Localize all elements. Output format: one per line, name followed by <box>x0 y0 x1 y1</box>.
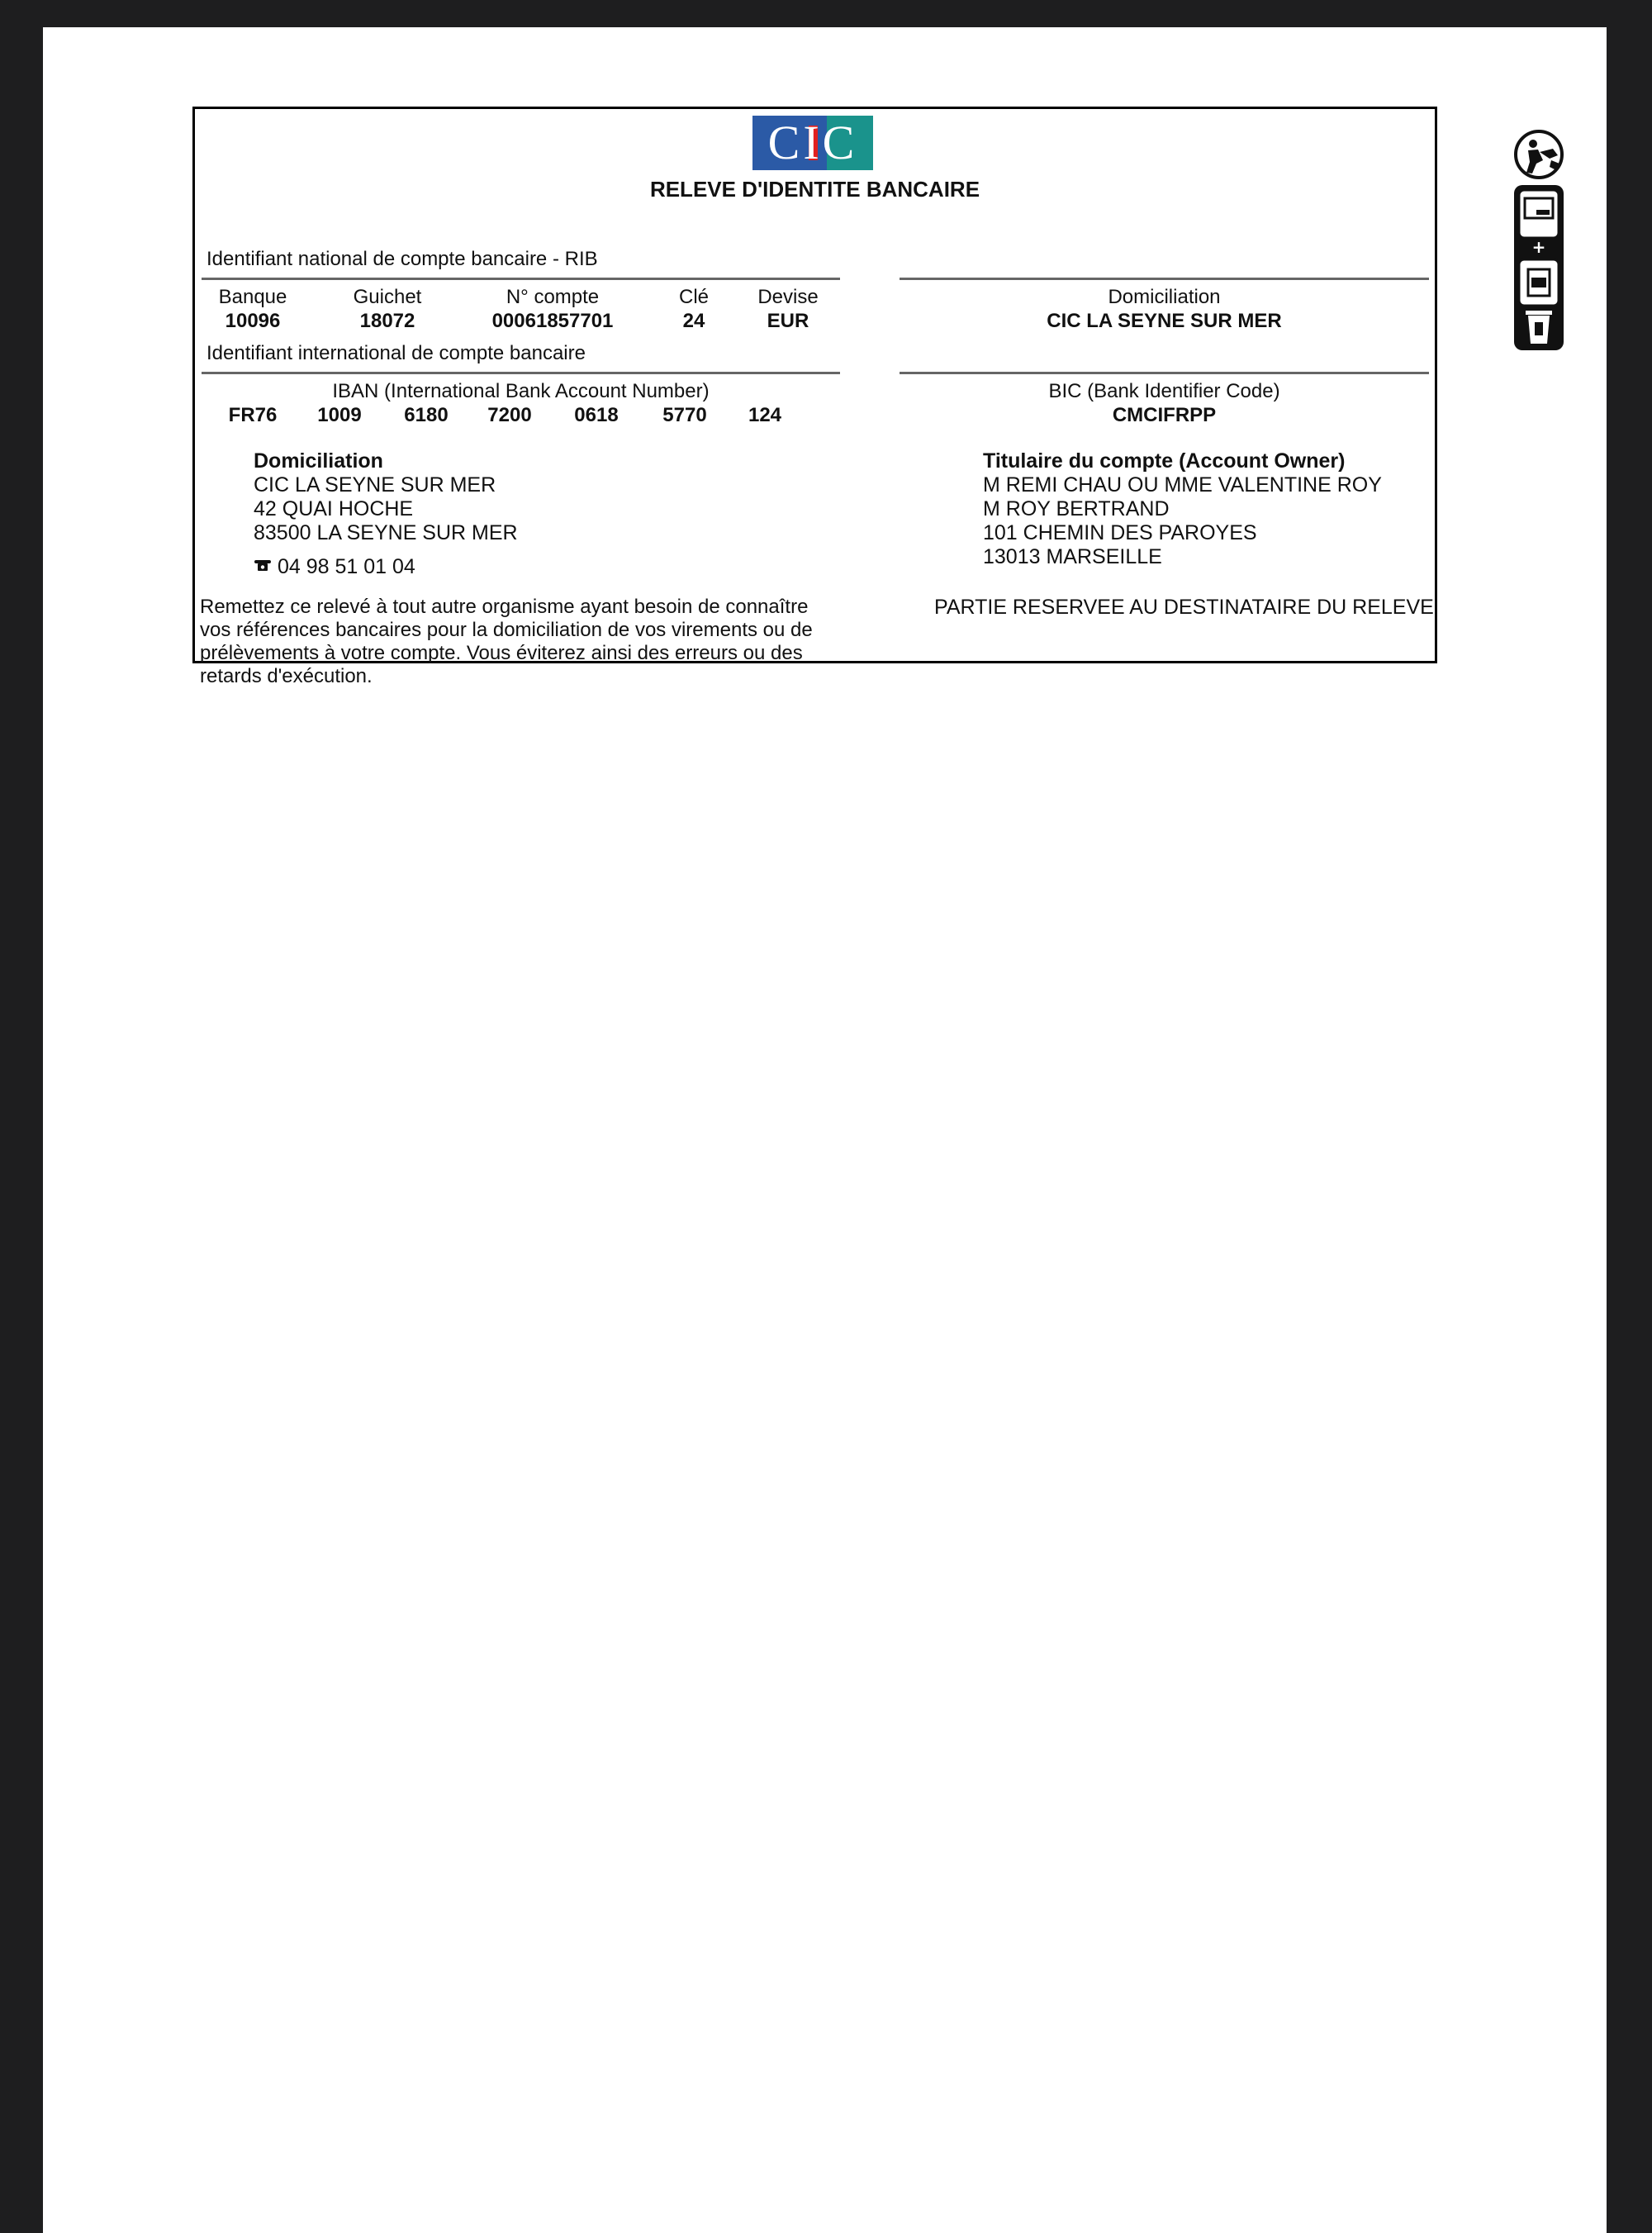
iban-group-4: 7200 <box>487 404 532 426</box>
cic-logo <box>752 116 873 170</box>
document-page <box>43 27 1607 2233</box>
value-devise: EUR <box>767 310 809 332</box>
triman-icon <box>1516 131 1562 178</box>
rib-divider-right <box>900 278 1429 280</box>
header-guichet: Guichet <box>353 286 422 308</box>
iban-group-6: 5770 <box>662 404 707 426</box>
owner-line: M ROY BERTRAND <box>983 497 1170 520</box>
value-cle: 24 <box>682 310 705 332</box>
owner-heading: Titulaire du compte (Account Owner) <box>983 449 1346 473</box>
domiciliation-label: Domiciliation <box>1108 286 1221 308</box>
sorting-guide-icon <box>1514 185 1564 350</box>
value-banque: 10096 <box>225 310 281 332</box>
document-title: RELEVE D'IDENTITE BANCAIRE <box>649 177 980 202</box>
branch-line: 83500 LA SEYNE SUR MER <box>254 521 518 544</box>
header-cle: Clé <box>678 286 709 308</box>
recycling-info-strip <box>1510 127 1568 352</box>
iban-section-label: Identifiant international de compte bancaire <box>206 342 586 364</box>
branch-line: CIC LA SEYNE SUR MER <box>254 473 496 496</box>
branch-phone: 04 98 51 01 04 <box>277 555 415 578</box>
reserved-area-label: PARTIE RESERVEE AU DESTINATAIRE DU RELEVE <box>934 596 1434 619</box>
domiciliation-value: CIC LA SEYNE SUR MER <box>1047 310 1282 332</box>
iban-group-1: FR76 <box>228 404 278 426</box>
iban-group-7: 124 <box>748 404 782 426</box>
header-devise: Devise <box>757 286 819 308</box>
notice-text: Remettez ce relevé à tout autre organisme ayant besoin de connaître vos références bancaires pour la domiciliation de vos virements ou de prélèvements à votre compte. Vous éviterez ainsi des erreurs ou des retards d'exécution. <box>200 596 813 687</box>
branch-line: 42 QUAI HOCHE <box>254 497 414 520</box>
iban-label: IBAN (International Bank Account Number) <box>332 380 710 402</box>
iban-group-3: 6180 <box>404 404 449 426</box>
value-numero-compte: 00061857701 <box>491 310 614 332</box>
owner-address <box>983 449 1382 569</box>
logo-text: CIC <box>767 116 858 169</box>
rib-section-label: Identifiant national de compte bancaire - RIB <box>206 248 598 270</box>
iban-group-2: 1009 <box>317 404 362 426</box>
iban-divider-right <box>900 372 1429 374</box>
bic-label: BIC (Bank Identifier Code) <box>1048 380 1280 402</box>
svg-text:+: + <box>1531 237 1546 257</box>
recycling-icons <box>1510 127 1568 352</box>
branch-address <box>254 449 518 579</box>
iban-divider-left <box>202 372 840 374</box>
telephone-icon <box>254 559 272 573</box>
header-banque: Banque <box>218 286 287 308</box>
bic-value: CMCIFRPP <box>1112 404 1217 426</box>
branch-heading: Domiciliation <box>254 449 383 473</box>
rib-card <box>192 107 1437 687</box>
rib-divider-left <box>202 278 840 280</box>
value-guichet: 18072 <box>359 310 415 332</box>
branch-phone-row <box>254 555 518 579</box>
iban-group-5: 0618 <box>574 404 619 426</box>
owner-line: 101 CHEMIN DES PAROYES <box>983 521 1257 544</box>
owner-line: M REMI CHAU OU MME VALENTINE ROY <box>983 473 1382 496</box>
header-numero-compte: N° compte <box>506 286 600 308</box>
owner-line: 13013 MARSEILLE <box>983 545 1162 568</box>
